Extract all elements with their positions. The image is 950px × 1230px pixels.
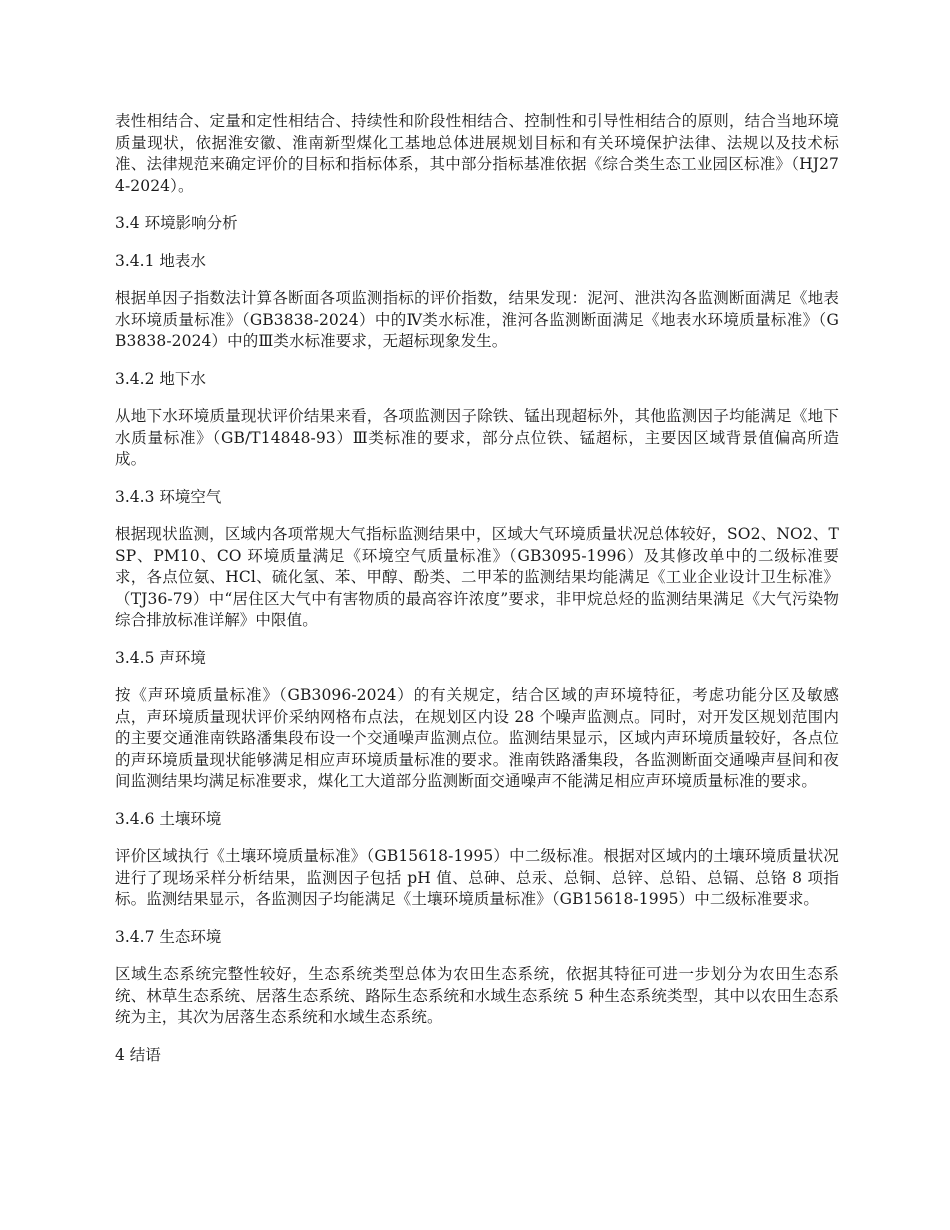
heading-3-4-2: 3.4.2 地下水 [115,369,206,388]
paragraph-acoustic: 按《声环境质量标准》（GB3096-2024）的有关规定，结合区域的声环境特征，考虑功能分区及敏感点，声环境质量现状评价采纳网格布点法，在规划区内设 28 个噪声监测点。同时，对开发区规划范围内的主要交通淮南铁路潘集段布设一个交通噪声监测点位。监测结果显示，区域内声环境质量较好，各点位的声环境质量现状能够满足相应声环境质量标准的要求。淮南铁路潘集段，各监测断面交通噪声昼间和夜间监测结果均满足标准要求，煤化工大道部分监测断面交通噪声不能满足相应声环境质量标准的要求。 [115,686,839,790]
paragraph-groundwater: 从地下水环境质量现状评价结果来看，各项监测因子除铁、锰出现超标外，其他监测因子均能满足《地下水质量标准》（GB/T14848-93）Ⅲ类标准的要求，部分点位铁、锰超标，主要因区域背景值偏高所造成。 [115,407,839,468]
paragraph-ecology: 区域生态系统完整性较好，生态系统类型总体为农田生态系统，依据其特征可进一步划分为农田生态系统、林草生态系统、居落生态系统、路际生态系统和水域生态系统 5 种生态系统类型，其中以农田生态系统为主，其次为居落生态系统和水域生态系统。 [115,965,839,1026]
heading-3-4-6: 3.4.6 土壤环境 [115,809,222,828]
heading-3-4-3: 3.4.3 环境空气 [115,487,222,506]
paragraph-soil: 评价区域执行《土壤环境质量标准》（GB15618-1995）中二级标准。根据对区域内的土壤环境质量状况进行了现场采样分析结果，监测因子包括 pH 值、总砷、总汞、总铜、总锌、总铅、总镉、总铬 8 项指标。监测结果显示，各监测因子均能满足《土壤环境质量标准》（GB15618-1995）中二级标准要求。 [115,847,839,908]
document-page [115,111,839,1082]
paragraph-ambient-air: 根据现状监测，区域内各项常规大气指标监测结果中，区域大气环境质量状况总体较好，SO2、NO2、TSP、PM10、CO 环境质量满足《环境空气质量标准》（GB3095-1996）及其修改单中的二级标准要求，各点位氨、HCl、硫化氢、苯、甲醇、酚类、二甲苯的监测结果均能满足《工业企业设计卫生标准》（TJ36-79）中“居住区大气中有害物质的最高容许浓度”要求，非甲烷总烃的监测结果满足《大气污染物综合排放标准详解》中限值。 [115,525,839,629]
heading-3-4-1: 3.4.1 地表水 [115,251,206,270]
heading-3-4: 3.4 环境影响分析 [115,214,238,232]
heading-4-conclusion: 4 结语 [115,1045,161,1064]
heading-3-4-5: 3.4.5 声环境 [115,648,206,667]
paragraph-surface-water: 根据单因子指数法计算各断面各项监测指标的评价指数，结果发现：泥河、泄洪沟各监测断面满足《地表水环境质量标准》（GB3838-2024）中的Ⅳ类水标准，淮河各监测断面满足《地表水环境质量标准》（GB3838-2024）中的Ⅲ类水标准要求，无超标现象发生。 [115,289,839,350]
paragraph-eval-principles: 表性相结合、定量和定性相结合、持续性和阶段性相结合、控制性和引导性相结合的原则，结合当地环境质量现状，依据淮安徽、淮南新型煤化工基地总体进展规划目标和有关环境保护法律、法规以及技术标准、法律规范来确定评价的目标和指标体系，其中部分指标基准依据《综合类生态工业园区标准》（HJ274-2024）。 [115,112,839,195]
heading-3-4-7: 3.4.7 生态环境 [115,927,222,946]
